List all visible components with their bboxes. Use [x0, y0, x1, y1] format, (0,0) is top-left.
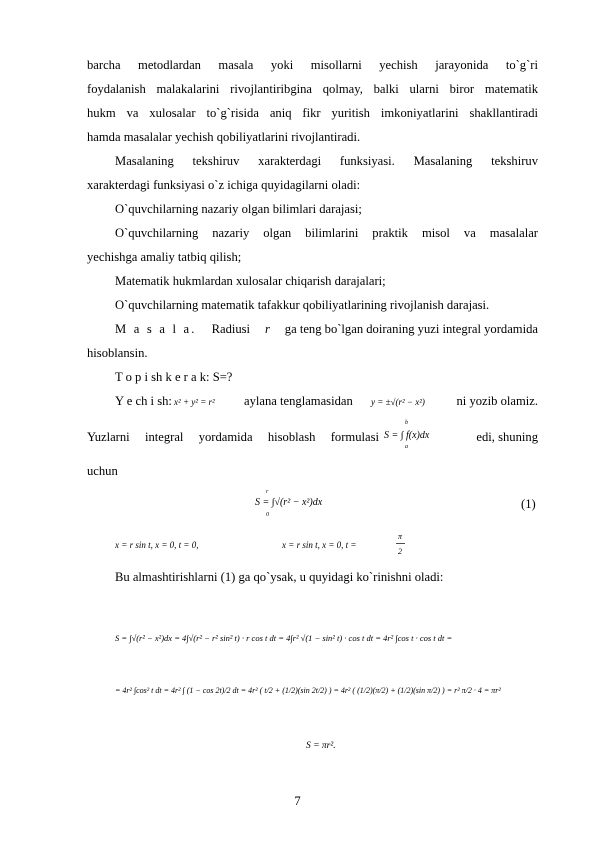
area-lower-limit: a: [405, 444, 408, 450]
text-fragment: ga teng bo`lgan doiraning yuzi integral yordamida: [284, 322, 538, 336]
substitution-right: x = r sin t, x = 0, t =: [282, 540, 357, 550]
text-line: Bu almashtirishlarni (1) ga qo`ysak, u quyidagi ko`rinishni oladi:: [115, 570, 444, 584]
text-fragment: aylana tenglamasidan: [244, 394, 353, 408]
solution-label: Y e ch i sh:: [115, 394, 172, 408]
eq1-upper-limit: r: [266, 489, 269, 495]
final-result: S = πr².: [306, 741, 336, 751]
text-fragment: ni yozib olamiz.: [456, 394, 538, 408]
text-line: Matematik hukmlardan xulosalar chiqarish darajalari;: [115, 274, 386, 288]
text-line: hamda masalalar yechish qobiliyatlarini rivojlantiradi.: [87, 130, 361, 144]
equation-1: S = ∫√(r² − x²)dx: [255, 497, 323, 508]
text-fragment: Yuzlarni integral yordamida hisoblash formulasi: [87, 430, 379, 444]
derivation-row-2: = 4r² ∫cos² t dt = 4r² ∫ (1 − cos 2t)/2 dt = 4r² ( t/2 + (1/2)(sin 2t/2) ) = 4r² ( (1/2)(π/2) + (1/2)(sin π/2) ) = r² π/2 · 4 = πr²: [115, 686, 501, 695]
area-formula: S = ∫ f(x)dx: [384, 430, 430, 441]
text-line: foydalanish malakalarini rivojlantiribgina qolmay, balki ularni biror matematik: [87, 82, 538, 96]
text-line: hisoblansin.: [87, 346, 148, 360]
text-line: O`quvchilarning matematik tafakkur qobiliyatlarining rivojlanish darajasi.: [115, 298, 490, 312]
y-equation: y = ±√(r² − x²): [371, 397, 425, 407]
text-fragment: Radiusi: [211, 322, 251, 336]
text-line: O`quvchilarning nazariy olgan bilimlari darajasi;: [115, 202, 362, 216]
text-line: O`quvchilarning nazariy olgan bilimlarini praktik misol va masalalar: [115, 226, 538, 240]
text-line: yechishga amaliy tatbiq qilish;: [87, 250, 242, 264]
pi-denominator: 2: [398, 547, 402, 556]
circle-equation: x² + y² = r²: [174, 397, 215, 407]
text-line: hukm va xulosalar to`g`risida aniq fikr yuritish imkoniyatlarini shakllantiradi: [87, 106, 538, 120]
problem-statement: [115, 321, 538, 337]
text-line: barcha metodlardan masala yoki misollarni yechish jarayonida to`g`ri: [87, 58, 538, 72]
text-fragment: edi, shuning: [476, 430, 538, 444]
area-upper-limit: b: [405, 420, 408, 426]
page-number: 7: [294, 794, 301, 808]
find-line: T o p i sh k e r a k: S=?: [115, 370, 233, 384]
derivation-row-1: S = ∫√(r² − x²)dx = 4∫√(r² − r² sin² t) · r cos t dt = 4∫r² √(1 − sin² t) · cos t dt = 4r² ∫cos t · cos t dt =: [115, 633, 453, 643]
fraction-bar: [396, 543, 406, 544]
eq1-lower-limit: 0: [266, 512, 269, 518]
substitution-left: x = r sin t, x = 0, t = 0,: [115, 540, 199, 550]
problem-label: M a s a l a.: [115, 322, 197, 336]
text-line: uchun: [87, 464, 118, 478]
text-line: Masalaning tekshiruv xarakterdagi funksiyasi. Masalaning tekshiruv: [115, 154, 538, 168]
equation-number: (1): [521, 497, 536, 511]
pi-numerator: π: [398, 532, 403, 541]
radius-symbol: r: [264, 322, 270, 336]
text-line: xarakterdagi funksiyasi o`z ichiga quyidagilarni oladi:: [87, 178, 361, 192]
